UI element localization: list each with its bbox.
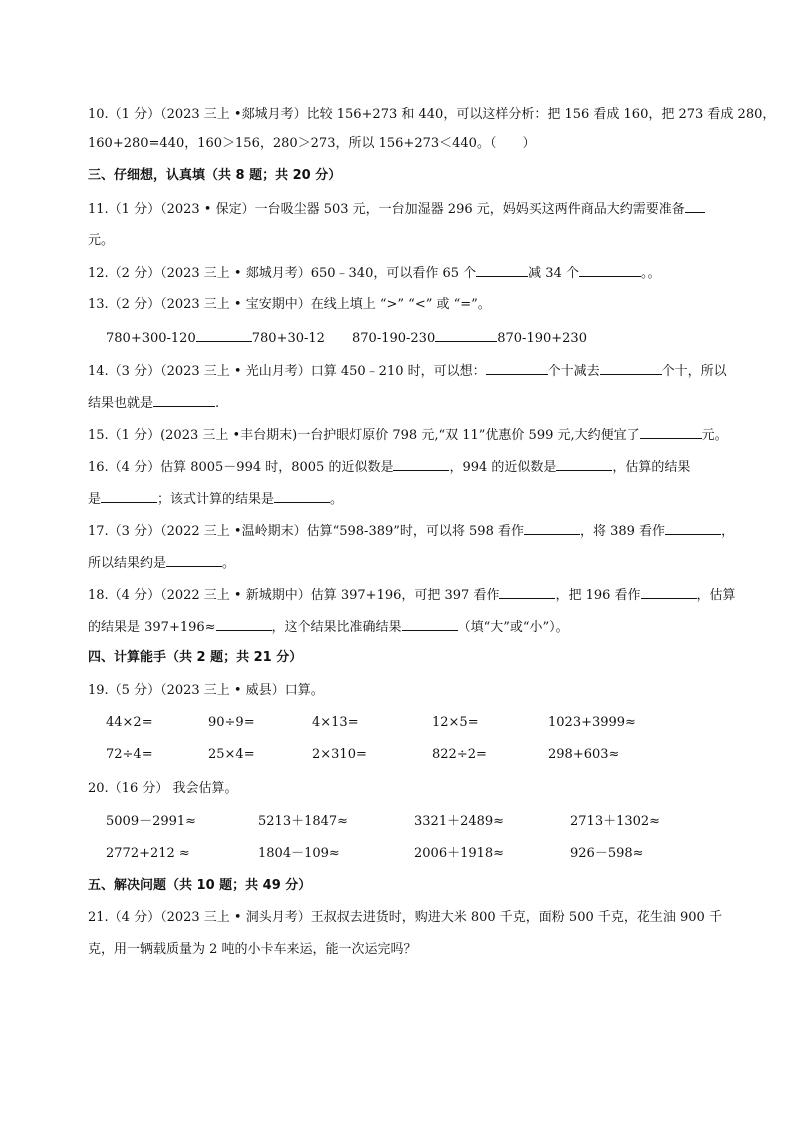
question-12-text-c: 。。 [640,266,661,281]
question-11-line-1 [88,200,705,218]
question-11-text: 11.（1 分）（2023 • 保定）一台吸尘器 503 元，一台加湿器 296 元，妈妈买这两件商品大约需要准备 [88,202,685,217]
oral-calc-item: 822÷2= [432,747,487,762]
answer-blank[interactable] [499,586,555,599]
question-18-text-b: ，把 196 看作 [555,588,641,603]
answer-blank[interactable] [166,554,222,567]
answer-blank[interactable] [486,362,548,375]
answer-blank[interactable] [196,329,252,342]
section-5-heading: 五、解决问题（共 10 题；共 49 分） [88,878,312,893]
expression-left: 780+300-120 [106,331,196,346]
question-14-text-e: . [215,396,220,411]
question-17-text-b: ，将 389 看作 [579,524,666,539]
question-16-line-2 [88,490,343,508]
question-18-text-e: ，这个结果比准确结果 [271,620,402,635]
question-16-text-f: 。 [330,492,344,507]
estimate-item: 5009－2991≈ [106,814,197,829]
answer-blank[interactable] [101,490,157,503]
question-14-text-c: 个十，所以 [661,364,727,379]
answer-blank[interactable] [435,329,497,342]
question-18-text-f: （填“大”或“小”）。 [457,620,569,635]
question-16-text-a: 16.（4 分）估算 8005－994 时，8005 的近似数是 [88,460,394,475]
question-17-text-a: 17.（3 分）（2022 三上 •温岭期末）估算“598-389”时，可以将 598 看作 [88,524,524,539]
expression-right: 870-190+230 [497,331,587,346]
question-12-text-a: 12.（2 分）（2023 三上 • 郯城月考）650﹣340，可以看作 65 个 [88,266,477,281]
question-19-stem: 19.（5 分）（2023 三上 • 威县）口算。 [88,683,324,698]
estimate-item: 1804－109≈ [258,846,340,861]
answer-blank[interactable] [556,458,612,471]
question-12-text-b: 减 34 个 [528,266,579,281]
oral-calc-item: 4×13= [312,715,359,730]
question-16-text-b: ，994 的近似数是 [449,460,557,475]
question-14-line-1 [88,362,727,380]
question-13-expression-1 [106,329,325,347]
question-18-line-1 [88,586,736,604]
question-16-text-e: ；该式计算的结果是 [157,492,275,507]
question-18-text-a: 18.（4 分）（2022 三上 • 新城期中）估算 397+196，可把 397 看作 [88,588,500,603]
estimate-item: 2713＋1302≈ [570,814,661,829]
question-14-text-a: 14.（3 分）（2023 三上 • 光山月考）口算 450﹣210 时，可以想： [88,364,486,379]
estimate-item: 3321＋2489≈ [414,814,505,829]
oral-calc-item: 1023+3999≈ [548,715,636,730]
oral-calc-item: 2×310= [312,747,367,762]
estimate-item: 5213＋1847≈ [258,814,349,829]
oral-calc-item: 44×2= [106,715,153,730]
question-21-line-2: 克，用一辆载质量为 2 吨的小卡车来运，能一次运完吗？ [88,942,417,957]
question-21-line-1: 21.（4 分）（2023 三上 • 洞头月考）王叔叔去进货时，购进大米 800 千克，面粉 500 千克，花生油 900 千 [88,910,722,925]
estimate-item: 926－598≈ [570,846,644,861]
answer-blank[interactable] [579,264,641,277]
answer-blank[interactable] [153,394,215,407]
question-12 [88,264,661,282]
answer-blank[interactable] [600,362,662,375]
question-17-text-e: 。 [222,556,236,571]
estimate-item: 2772+212 ≈ [106,846,190,861]
answer-blank[interactable] [524,522,580,535]
question-15-text-a: 15.（1 分）(2023 三上 •丰台期末)一台护眼灯原价 798 元,“双 11”优惠价 599 元,大约便宜了 [88,428,640,443]
answer-blank[interactable] [685,200,705,213]
question-15 [88,426,728,444]
question-17-line-1 [88,522,734,540]
oral-calc-item: 25×4= [208,747,255,762]
estimate-item: 2006＋1918≈ [414,846,505,861]
answer-blank[interactable] [641,586,697,599]
question-18-text-d: 的结果是 397+196≈ [88,620,216,635]
question-14-text-b: 个十减去 [547,364,600,379]
question-16-text-d: 是 [88,492,102,507]
answer-blank[interactable] [216,618,272,631]
expression-left: 870-190-230 [352,331,436,346]
question-17-line-2 [88,554,235,572]
answer-blank[interactable] [393,458,449,471]
question-16-text-c: ，估算的结果 [612,460,691,475]
expression-right: 780+30-12 [251,331,325,346]
question-17-text-c: ， [721,524,735,539]
oral-calc-item: 90÷9= [208,715,255,730]
question-20-stem: 20.（16 分） 我会估算。 [88,781,238,796]
question-18-line-2 [88,618,569,636]
oral-calc-item: 12×5= [432,715,479,730]
oral-calc-item: 72÷4= [106,747,153,762]
answer-blank[interactable] [640,426,702,439]
answer-blank[interactable] [402,618,458,631]
section-4-heading: 四、计算能手（共 2 题；共 21 分） [88,650,303,665]
question-16-line-1 [88,458,690,476]
question-13-stem: 13.（2 分）（2023 三上 • 宝安期中）在线上填上 “>” “<” 或 “=”。 [88,297,491,312]
question-13-expression-2 [352,329,587,347]
question-18-text-c: ，估算 [696,588,736,603]
answer-blank[interactable] [274,490,330,503]
question-14-text-d: 结果也就是 [88,396,154,411]
oral-calc-item: 298+603≈ [548,747,620,762]
answer-blank[interactable] [476,264,528,277]
question-10-line-2: 160+280=440，160＞156，280＞273，所以 156+273＜440。（ ） [88,136,536,151]
question-11-line-2: 元。 [88,233,115,248]
question-17-text-d: 所以结果约是 [88,556,167,571]
answer-blank[interactable] [665,522,721,535]
question-10-line-1: 10.（1 分）（2023 三上 •郯城月考）比较 156+273 和 440，可以这样分析：把 156 看成 160，把 273 看成 280， [88,107,776,122]
question-14-line-2 [88,394,219,412]
question-15-text-b: 元。 [701,428,728,443]
section-3-heading: 三、仔细想，认真填（共 8 题；共 20 分） [88,168,342,183]
